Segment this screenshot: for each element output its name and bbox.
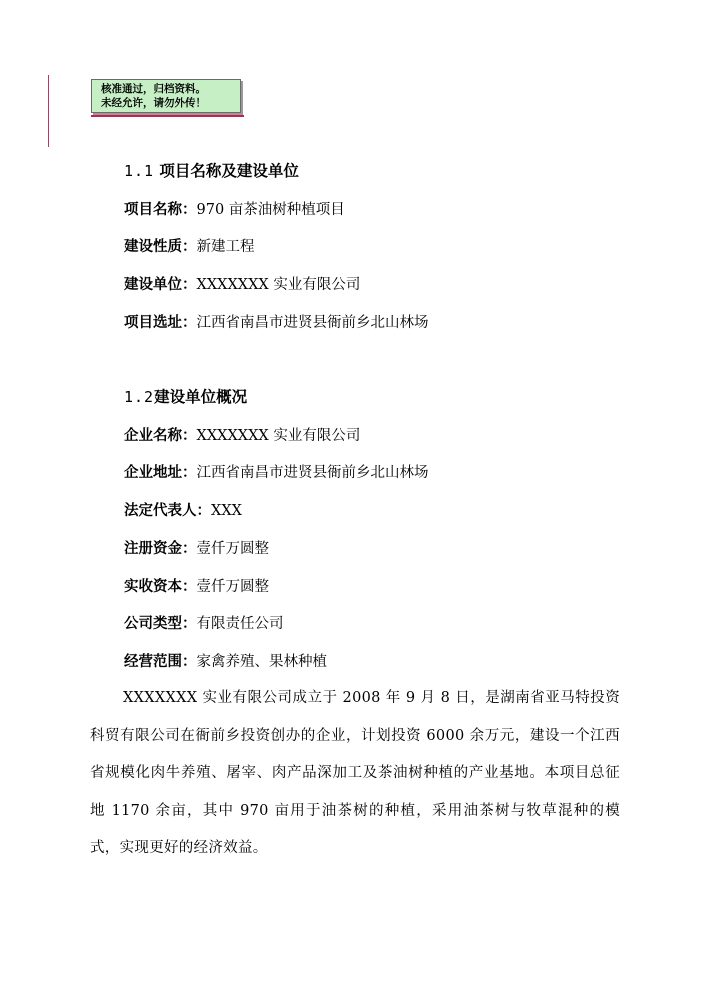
stamp-underline [91, 115, 244, 117]
field-label: 经营范围： [124, 654, 197, 670]
field-value: XXXXXXX 实业有限公司 [196, 428, 361, 444]
field-construction-nature [124, 236, 255, 258]
field-value: 壹仟万圆整 [196, 579, 269, 595]
field-value: 壹仟万圆整 [196, 541, 269, 557]
field-paid-in-capital [124, 576, 269, 598]
field-legal-representative [124, 500, 242, 522]
field-value: XXX [211, 503, 242, 519]
field-business-scope [124, 651, 327, 673]
field-value: 江西省南昌市进贤县衙前乡北山林场 [196, 465, 429, 481]
section-1-title: 项目名称及建设单位 [159, 162, 299, 180]
field-label: 注册资金： [124, 541, 197, 557]
section-1-heading [124, 160, 299, 182]
field-label: 法定代表人： [124, 503, 211, 519]
field-label: 企业地址： [124, 465, 197, 481]
stamp-line-2: 未经允许，请勿外传！ [101, 97, 206, 109]
field-company-type [124, 613, 284, 635]
section-1-number: 1.1 [124, 162, 155, 180]
field-label: 建设性质： [124, 239, 197, 255]
field-registered-capital [124, 538, 269, 560]
field-label: 项目选址： [124, 315, 197, 331]
field-value: 家禽养殖、果林种植 [196, 654, 327, 670]
field-value: 新建工程 [196, 239, 255, 255]
field-label: 建设单位： [124, 277, 197, 293]
section-2-number: 1.2 [124, 388, 155, 406]
approval-stamp [91, 79, 241, 113]
field-label: 企业名称： [124, 428, 197, 444]
field-value: 江西省南昌市进贤县衙前乡北山林场 [196, 315, 429, 331]
field-project-name [124, 199, 345, 221]
field-value: 有限责任公司 [196, 616, 284, 632]
section-2-heading [124, 386, 247, 408]
field-project-site [124, 312, 429, 334]
field-label: 实收资本： [124, 579, 197, 595]
stamp-line-1: 核准通过，归档资料。 [101, 83, 206, 95]
field-company-address [124, 462, 429, 484]
field-label: 公司类型： [124, 616, 197, 632]
field-construction-unit [124, 274, 360, 296]
field-value: 970 亩茶油树种植项目 [196, 202, 345, 218]
company-description-paragraph: XXXXXXX 实业有限公司成立于 2008 年 9 月 8 日，是湖南省亚马特投资科贸有限公司在衙前乡投资创办的企业，计划投资 6000 余万元，建设一个江西省规模化肉牛养殖、屠宰、肉产品深加工及茶油树种植的产业基地。本项目总征地 1170 余亩，其中 970 亩用于油茶树的种植，采用油茶树与牧草混种的模式，实现更好的经济效益。 [90, 690, 620, 856]
field-value: XXXXXXX 实业有限公司 [196, 277, 361, 293]
field-company-name [124, 425, 360, 447]
field-label: 项目名称： [124, 202, 197, 218]
section-2-title: 建设单位概况 [154, 388, 248, 406]
margin-marker-line [48, 75, 49, 147]
